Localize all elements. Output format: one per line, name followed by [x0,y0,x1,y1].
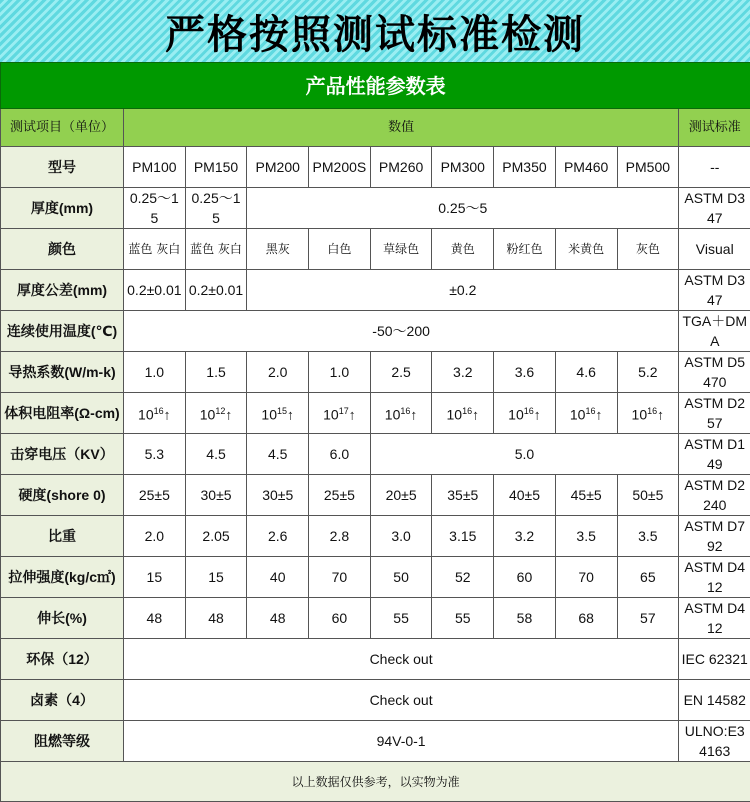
row-label: 体积电阻率(Ω-cm) [1,393,124,434]
header-values: 数值 [124,109,679,147]
table-row [1,434,750,475]
banner-title: 严格按照测试标准检测 [165,3,585,60]
value-cell: Check out [124,639,679,680]
value-cell: 3.6 [494,352,556,393]
row-label: 型号 [1,147,124,188]
value-cell: 白色 [309,229,371,270]
value-cell: $10^{16}↑$ [370,393,432,434]
row-label: 阻燃等级 [1,721,124,762]
value-cell: 94V-0-1 [124,721,679,762]
exponent: 15 [277,406,287,416]
row-label: 拉伸强度(kg/c㎡) [1,557,124,598]
value-cell: 0.2±0.01 [124,270,186,311]
value-cell: 15 [185,557,247,598]
table-row [1,475,750,516]
standard-cell: ULNO:E34163 [679,721,750,762]
banner [0,0,750,62]
table-row [1,680,750,721]
standard-cell: ASTM D5470 [679,352,750,393]
value-cell: 65 [617,557,679,598]
value-cell: 70 [555,557,617,598]
value-cell: PM350 [494,147,556,188]
exponent: 16 [462,406,472,416]
value-cell: ±0.2 [247,270,679,311]
standard-cell: ASTM D412 [679,598,750,639]
header-standard: 测试标准 [679,109,750,147]
value-cell: PM150 [185,147,247,188]
exponent: 16 [154,406,164,416]
value-cell: 58 [494,598,556,639]
value-cell: 50 [370,557,432,598]
table-row [1,229,750,270]
value-cell: 0.2±0.01 [185,270,247,311]
exponent: 17 [339,406,349,416]
standard-cell: ASTM D149 [679,434,750,475]
value-cell: $10^{16}↑$ [555,393,617,434]
value-cell: 50±5 [617,475,679,516]
table-row [1,188,750,229]
standard-cell: ASTM D2240 [679,475,750,516]
table-row [1,352,750,393]
value-cell: 0.25～15 [124,188,186,229]
value-cell: 40 [247,557,309,598]
value-cell: Check out [124,680,679,721]
value-cell: 蓝色 灰白 [124,229,186,270]
table-row [1,270,750,311]
table-row [1,393,750,434]
standard-cell: -- [679,147,750,188]
value-cell: 2.0 [247,352,309,393]
value-cell: 25±5 [124,475,186,516]
standard-cell: ASTM D347 [679,270,750,311]
header-item: 测试项目（单位） [1,109,124,147]
row-label: 导热系数(W/m-k) [1,352,124,393]
value-cell: 5.2 [617,352,679,393]
value-cell: 60 [494,557,556,598]
value-cell: 25±5 [309,475,371,516]
value-cell: 45±5 [555,475,617,516]
standard-cell: ASTM D347 [679,188,750,229]
standard-cell: IEC 62321 [679,639,750,680]
value-cell: 2.05 [185,516,247,557]
table-row [1,598,750,639]
value-cell: 40±5 [494,475,556,516]
value-cell: 2.6 [247,516,309,557]
row-label: 比重 [1,516,124,557]
value-cell: PM300 [432,147,494,188]
value-cell: $10^{16}↑$ [617,393,679,434]
value-cell: 30±5 [247,475,309,516]
table-row [1,639,750,680]
standard-cell: ASTM D412 [679,557,750,598]
standard-cell: ASTM D792 [679,516,750,557]
value-cell: $10^{16}↑$ [432,393,494,434]
row-label: 击穿电压（KV） [1,434,124,475]
value-cell: PM100 [124,147,186,188]
value-cell: 米黄色 [555,229,617,270]
footer-note: 以上数据仅供参考，以实物为准 [1,762,750,802]
value-cell: 1.5 [185,352,247,393]
table-row [1,147,750,188]
value-cell: 6.0 [309,434,371,475]
value-cell: 黄色 [432,229,494,270]
exponent: 16 [585,406,595,416]
value-cell: 3.5 [555,516,617,557]
standard-cell: ASTM D257 [679,393,750,434]
standard-cell: TGA＋DMA [679,311,750,352]
value-cell: 4.5 [247,434,309,475]
value-cell: 黑灰 [247,229,309,270]
value-cell: 52 [432,557,494,598]
value-cell: 35±5 [432,475,494,516]
value-cell: 57 [617,598,679,639]
value-cell: PM200S [309,147,371,188]
value-cell: 48 [124,598,186,639]
value-cell: -50～200 [124,311,679,352]
value-cell: 5.0 [370,434,678,475]
value-cell: 3.0 [370,516,432,557]
value-cell: $10^{17}↑$ [309,393,371,434]
standard-cell: EN 14582 [679,680,750,721]
value-cell: PM200 [247,147,309,188]
row-label: 厚度公差(mm) [1,270,124,311]
value-cell: 1.0 [124,352,186,393]
value-cell: $10^{15}↑$ [247,393,309,434]
table-row [1,721,750,762]
value-cell: 55 [432,598,494,639]
value-cell: 蓝色 灰白 [185,229,247,270]
value-cell: 3.2 [432,352,494,393]
row-label: 硬度(shore 0) [1,475,124,516]
value-cell: 2.5 [370,352,432,393]
exponent: 16 [524,406,534,416]
standard-cell: Visual [679,229,750,270]
table-title: 产品性能参数表 [1,63,750,109]
row-label: 厚度(mm) [1,188,124,229]
value-cell: 灰色 [617,229,679,270]
value-cell: 70 [309,557,371,598]
value-cell: 48 [247,598,309,639]
value-cell: PM460 [555,147,617,188]
value-cell: 5.3 [124,434,186,475]
exponent: 12 [215,406,225,416]
row-label: 卤素（4） [1,680,124,721]
row-label: 连续使用温度(℃) [1,311,124,352]
value-cell: PM260 [370,147,432,188]
value-cell: 68 [555,598,617,639]
value-cell: PM500 [617,147,679,188]
exponent: 16 [400,406,410,416]
value-cell: 60 [309,598,371,639]
table-row [1,516,750,557]
value-cell: 2.0 [124,516,186,557]
value-cell: 0.25～5 [247,188,679,229]
value-cell: 3.15 [432,516,494,557]
exponent: 16 [647,406,657,416]
value-cell: 4.6 [555,352,617,393]
value-cell: $10^{16}↑$ [494,393,556,434]
value-cell: 20±5 [370,475,432,516]
value-cell: 55 [370,598,432,639]
value-cell: 30±5 [185,475,247,516]
value-cell: 48 [185,598,247,639]
value-cell: 0.25～15 [185,188,247,229]
value-cell: 3.5 [617,516,679,557]
row-label: 环保（12） [1,639,124,680]
value-cell: $10^{12}↑$ [185,393,247,434]
table-row [1,557,750,598]
value-cell: 3.2 [494,516,556,557]
value-cell: 15 [124,557,186,598]
table-row [1,311,750,352]
spec-table [0,62,750,802]
value-cell: 粉红色 [494,229,556,270]
row-label: 颜色 [1,229,124,270]
value-cell: 草绿色 [370,229,432,270]
row-label: 伸长(%) [1,598,124,639]
value-cell: 4.5 [185,434,247,475]
value-cell: $10^{16}↑$ [124,393,186,434]
value-cell: 1.0 [309,352,371,393]
value-cell: 2.8 [309,516,371,557]
